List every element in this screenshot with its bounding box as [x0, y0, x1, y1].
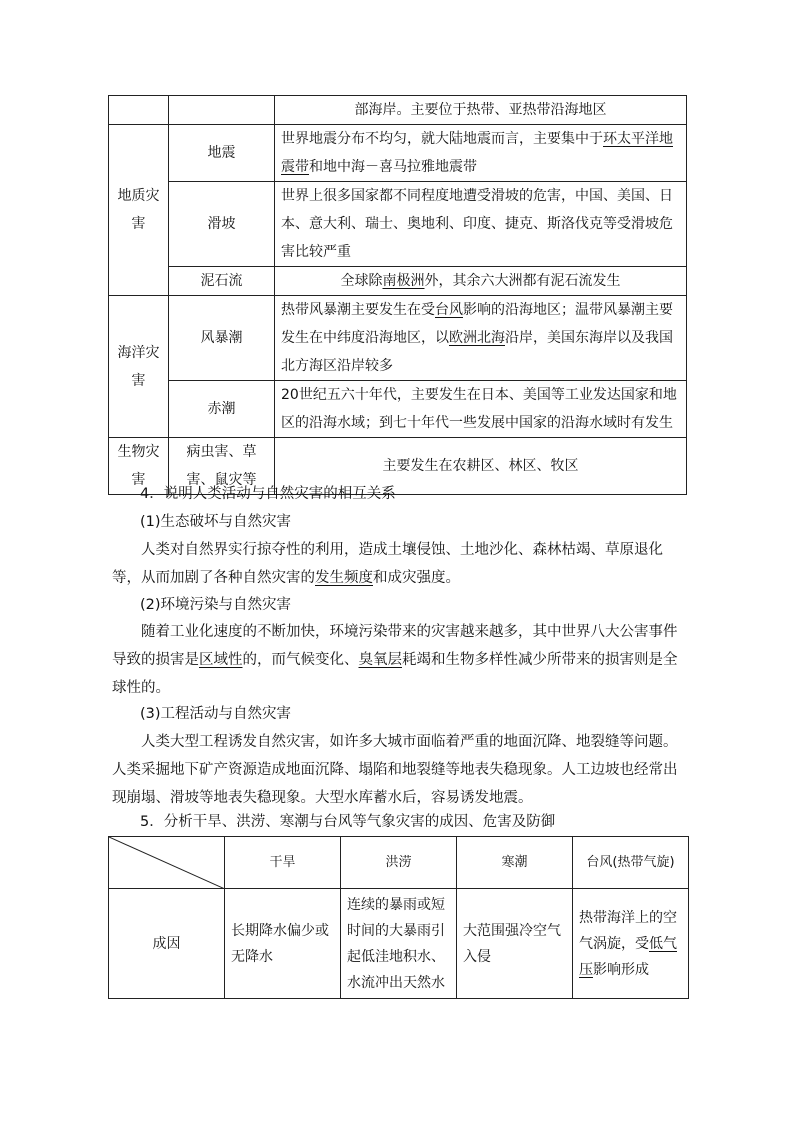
distribution-cell: 全球除南极洲外，其余六大洲都有泥石流发生 [275, 267, 687, 296]
column-header: 台风(热带气旋) [573, 837, 689, 889]
meteorological-disaster-table [108, 836, 689, 999]
row-label: 成因 [109, 889, 225, 999]
column-header: 寒潮 [457, 837, 573, 889]
subheading-3: (3)工程活动与自然灾害 [140, 706, 292, 722]
diagonal-line [109, 837, 225, 889]
table-cell: 部海岸。主要位于热带、亚热带沿海地区 [275, 96, 687, 125]
category-cell: 海洋灾害 [109, 296, 169, 438]
table-row [109, 889, 689, 999]
table-cell: 连续的暴雨或短时间的大暴雨引起低洼地积水、水流冲出天然水 [341, 889, 457, 999]
paragraph-1: 人类对自然界实行掠夺性的利用，造成土壤侵蚀、土地沙化、森林枯竭、草原退化等，从而加剧了各种自然灾害的发生频度和成灾强度。 [112, 542, 663, 586]
disaster-name-cell: 风暴潮 [169, 296, 275, 381]
table-row [109, 182, 687, 267]
column-header: 干旱 [225, 837, 341, 889]
column-header: 洪涝 [341, 837, 457, 889]
disaster-name-cell: 病虫害、草害、鼠灾等 [169, 438, 275, 495]
paragraph-2: 随着工业化速度的不断加快，环境污染带来的灾害越来越多，其中世界八大公害事件导致的损害是区域性的，而气候变化、臭氧层耗竭和生物多样性减少所带来的损害则是全球性的。 [112, 624, 678, 696]
table-cell: 长期降水偏少或无降水 [225, 889, 341, 999]
table-header-row [109, 837, 689, 889]
disaster-name-cell: 地震 [169, 125, 275, 182]
distribution-cell: 热带风暴潮主要发生在受台风影响的沿海地区；温带风暴潮主要发生在中纬度沿海地区，以欧洲北海沿岸，美国东海岸以及我国北方海区沿岸较多 [275, 296, 687, 381]
table-row [109, 125, 687, 182]
table-row [109, 267, 687, 296]
disaster-name-cell: 滑坡 [169, 182, 275, 267]
distribution-cell: 世界地震分布不均匀，就大陆地震而言，主要集中于环太平洋地震带和地中海－喜马拉雅地震带 [275, 125, 687, 182]
category-cell: 地质灾害 [109, 125, 169, 296]
disaster-name-cell: 赤潮 [169, 381, 275, 438]
table-row [109, 381, 687, 438]
distribution-cell: 20世纪五六十年代，主要发生在日本、美国等工业发达国家和地区的沿海水域；到七十年代一些发展中国家的沿海水域时有发生 [275, 381, 687, 438]
table-cell [169, 96, 275, 125]
paragraph-3: 人类大型工程诱发自然灾害，如许多大城市面临着严重的地面沉降、地裂缝等问题。人类采掘地下矿产资源造成地面沉降、塌陷和地裂缝等地表失稳现象。人工边坡也经常出现崩塌、滑坡等地表失稳现象。大型水库蓄水后，容易诱发地震。 [112, 734, 678, 806]
disaster-name-cell: 泥石流 [169, 267, 275, 296]
disaster-distribution-table [108, 95, 687, 495]
distribution-cell: 世界上很多国家都不同程度地遭受滑坡的危害，中国、美国、日本、意大利、瑞士、奥地利、印度、捷克、斯洛伐克等受滑坡危害比较严重 [275, 182, 687, 267]
category-cell: 生物灾害 [109, 438, 169, 495]
table-row [109, 96, 687, 125]
table-cell: 大范围强冷空气入侵 [457, 889, 573, 999]
table-cell: 热带海洋上的空气涡旋，受低气压影响形成 [573, 889, 689, 999]
diagonal-header-cell [109, 837, 225, 889]
table-cell [109, 96, 169, 125]
subheading-1: (1)生态破坏与自然灾害 [140, 514, 292, 530]
section-4-title: 4．说明人类活动与自然灾害的相互关系 [140, 486, 396, 502]
distribution-cell: 主要发生在农耕区、林区、牧区 [275, 438, 687, 495]
table-row [109, 296, 687, 381]
subheading-2: (2)环境污染与自然灾害 [140, 597, 292, 613]
section-5-title: 5．分析干旱、洪涝、寒潮与台风等气象灾害的成因、危害及防御 [140, 814, 556, 830]
